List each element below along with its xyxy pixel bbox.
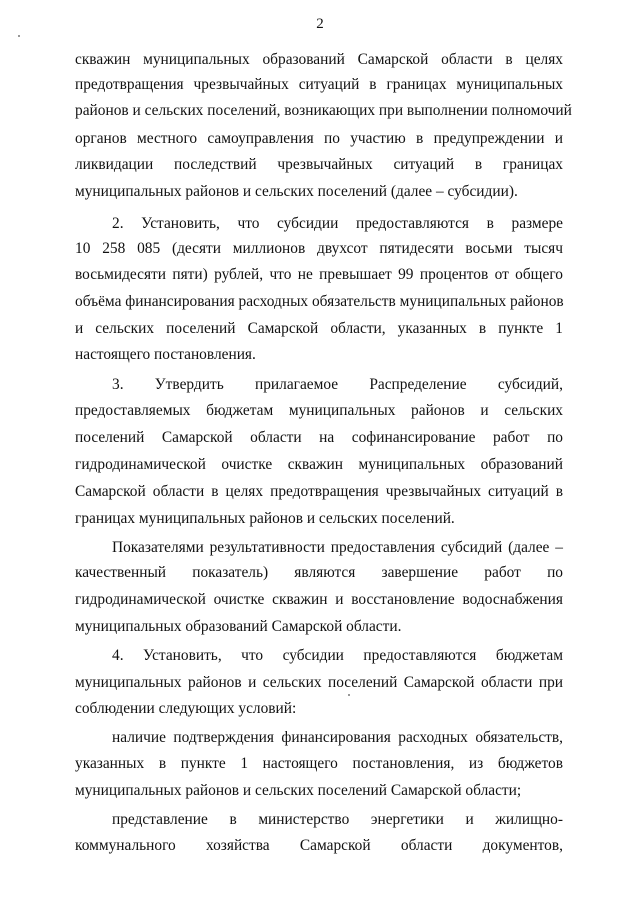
text-line: муниципальных районов и сельских поселений (далее – субсидии). [75, 183, 518, 200]
scan-speck [348, 694, 350, 696]
text-line: объёма финансирования расходных обязательств муниципальных районов [75, 293, 564, 310]
text-line: гидродинамической очистке скважин муниципальных образований [75, 456, 563, 473]
text-line: Самарской области в целях предотвращения чрезвычайных ситуаций в [75, 483, 563, 500]
text-line: ликвидации последствий чрезвычайных ситуаций в границах [75, 156, 563, 173]
text-line: органов местного самоуправления по участию в предупреждении и [75, 130, 563, 147]
text-line: восьмидесяти пяти) рублей, что не превышает 99 процентов от общего [75, 266, 563, 283]
text-line: и сельских поселений Самарской области, указанных в пункте 1 [75, 320, 563, 337]
text-line: 4. Установить, что субсидии предоставляются бюджетам [112, 647, 563, 664]
text-line: настоящего постановления. [75, 346, 256, 363]
text-line: 3. Утвердить прилагаемое Распределение субсидий, [112, 376, 563, 393]
text-line: коммунального хозяйства Самарской области документов, [75, 837, 563, 854]
text-line: качественный показатель) являются завершение работ по [75, 564, 563, 581]
text-line: указанных в пункте 1 настоящего постановления, из бюджетов [75, 755, 563, 772]
text-line: муниципальных районов и сельских поселений Самарской области при [75, 674, 563, 691]
text-line: Показателями результативности предоставления субсидий (далее – [112, 539, 563, 556]
text-line: скважин муниципальных образований Самарской области в целях [75, 51, 563, 68]
text-line: гидродинамической очистке скважин и восстановление водоснабжения [75, 591, 563, 608]
text-line: наличие подтверждения финансирования расходных обязательств, [112, 729, 563, 746]
text-line: границах муниципальных районов и сельских поселений. [75, 510, 455, 527]
page-number: 2 [316, 16, 324, 32]
text-line: 10 258 085 (десяти миллионов двухсот пятидесяти восьми тысяч [75, 240, 563, 257]
text-line: предотвращения чрезвычайных ситуаций в границах муниципальных [75, 76, 563, 93]
text-line: поселений Самарской области на софинансирование работ по [75, 429, 563, 446]
text-line: муниципальных образований Самарской области. [75, 618, 402, 635]
scan-speck [18, 35, 20, 37]
text-line: представление в министерство энергетики и жилищно- [112, 811, 563, 828]
text-line: 2. Установить, что субсидии предоставляются в размере [112, 215, 563, 232]
text-line: муниципальных районов и сельских поселений Самарской области; [75, 782, 522, 799]
text-line: предоставляемых бюджетам муниципальных районов и сельских [75, 402, 563, 419]
text-line: районов и сельских поселений, возникающих при выполнении полномочий [75, 102, 572, 119]
text-line: соблюдении следующих условий: [75, 700, 297, 717]
